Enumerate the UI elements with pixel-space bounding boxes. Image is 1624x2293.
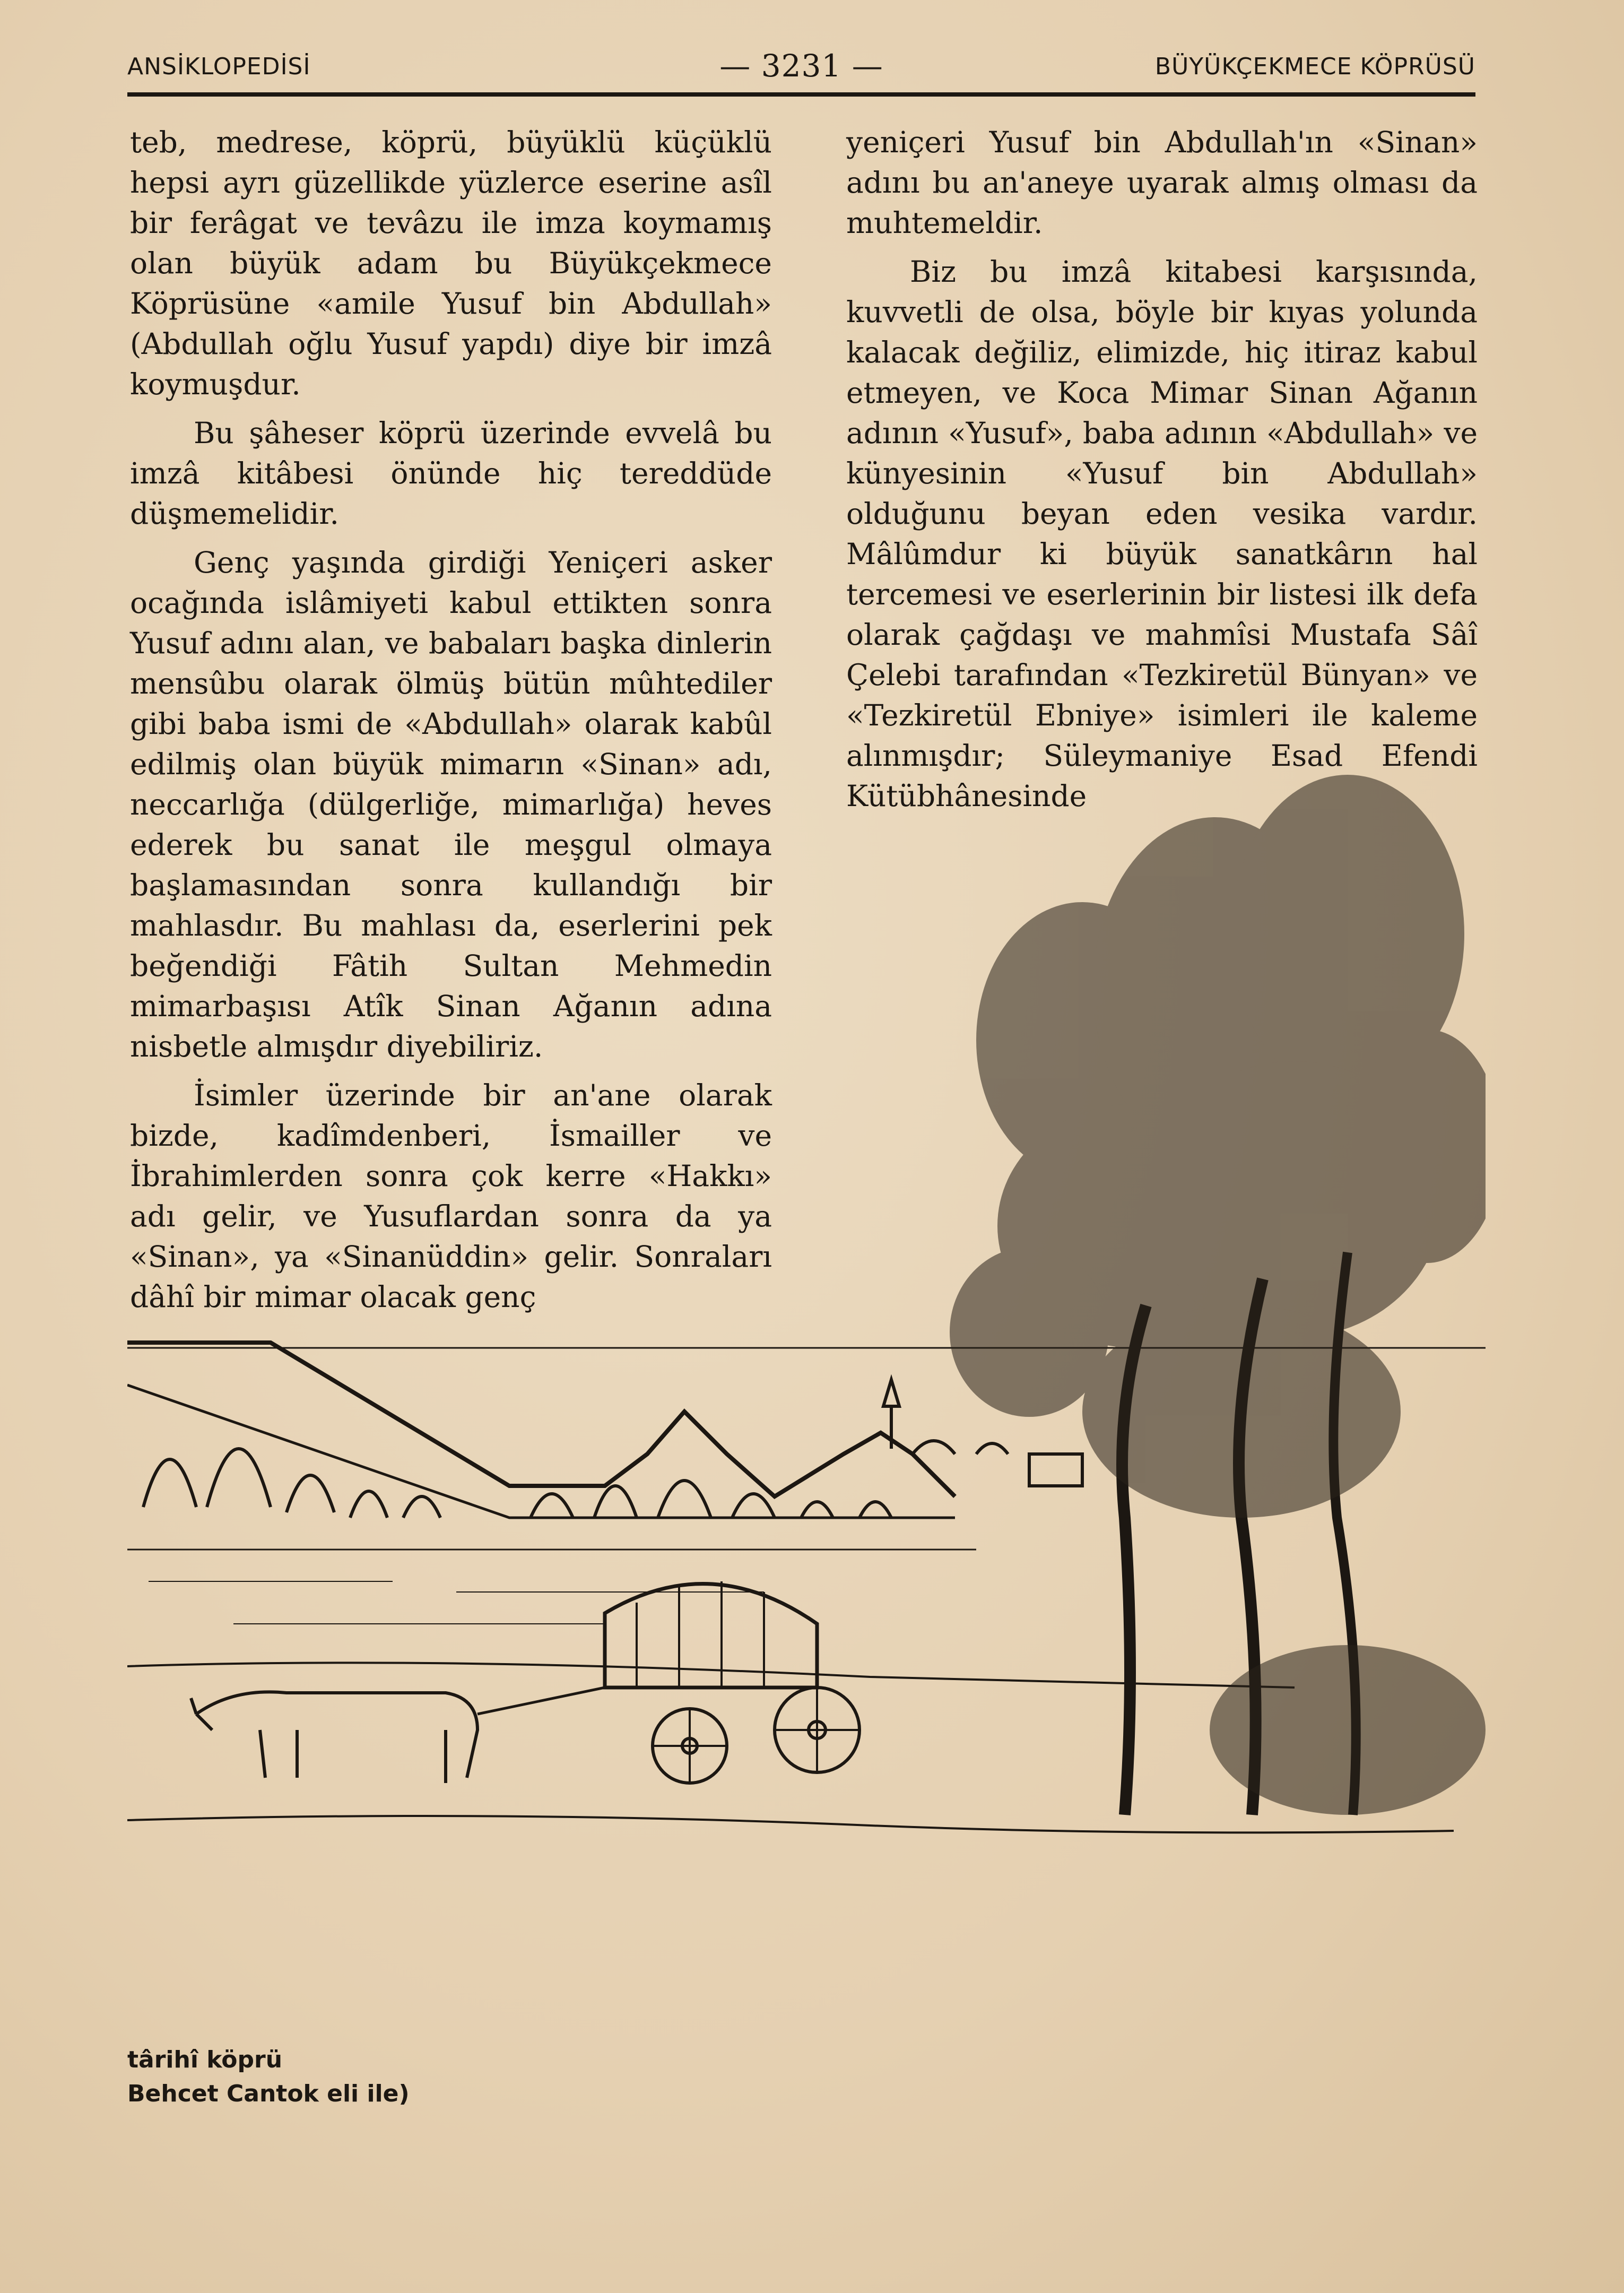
page-header bbox=[127, 48, 1475, 90]
header-left-title: ANSİKLOPEDİSİ bbox=[127, 53, 311, 80]
caption-line-2: Behcet Cantok eli ile) bbox=[127, 2080, 410, 2107]
bridge-illustration bbox=[127, 722, 1486, 2032]
header-rule bbox=[127, 92, 1475, 97]
page-number: — 3231 — bbox=[719, 48, 883, 84]
right-column bbox=[846, 122, 1478, 825]
right-paragraph-2: Biz bu imzâ kitabesi karşısında, kuvvetli de olsa, böyle bir kıyas yolunda kalacak değiliz, elimizde, hiç itiraz kabul etmeyen, ve Koca Mimar Sinan Ağanın adının «Yusuf», baba adının «Abdullah» ve künyesinin «Yusuf bin Abdullah» olduğunu beyan eden vesika vardır. Mâlûmdur ki büyük sanatkârın hal tercemesi ve eserlerinin bir listesi ilk defa olarak çağdaşı ve mahmîsi Mustafa Sâî Çelebi tarafından «Tezkiretül Bünyan» ve «Tezkiretül Ebniye» isimleri ile kaleme alınmışdır; Süleymaniye Esad Efendi Kütübhânesinde bbox=[846, 255, 1478, 813]
caption-line-1: târihî köprü bbox=[127, 2046, 283, 2073]
right-paragraph-1: yeniçeri Yusuf bin Abdullah'ın «Sinan» adını bu an'aneye uyarak almış olması da muhtemeldir. bbox=[846, 125, 1478, 240]
left-paragraph-3: Genç yaşında girdiği Yeniçeri asker ocağında islâmiyeti kabul ettikten sonra Yusuf adını alan, ve babaları başka dinlerin mensûbu olarak ölmüş bütün mûhtediler gibi baba ismi de «Abdullah» olarak kabûl edilmiş olan büyük mimarın «Sinan» adı, neccarlığa (dülgerliğe, mimarlığa) heves ederek bu sanat ile meşgul olmaya başlamasından sonra kullandığı bir mahlasdır. Bu mahlası da, eserlerini pek beğendiği Fâtih Sultan Mehmedin mimarbaşısı Atîk Sinan Ağanın adına nisbetle almışdır diyebiliriz. bbox=[130, 546, 772, 1063]
left-paragraph-1: teb, medrese, köprü, büyüklü küçüklü hepsi ayrı güzellikde yüzlerce eserine asîl bir ferâgat ve tevâzu ile imza koymamış olan büyük adam bu Büyükçekmece Köprüsüne «amile Yusuf bin Abdullah» (Abdullah oğlu Yusuf yapdı) diye bir imzâ koymuşdur. bbox=[130, 125, 772, 401]
left-paragraph-2: Bu şâheser köprü üzerinde evvelâ bu imzâ kitâbesi önünde hiç tereddüde düşmemelidir. bbox=[130, 416, 772, 531]
header-right-title: BÜYÜKÇEKMECE KÖPRÜSÜ bbox=[1154, 53, 1475, 80]
left-paragraph-4: İsimler üzerinde bir an'ane olarak bizde, kadîmdenberi, İsmailler ve İbrahimlerden sonra çok kerre «Hakkı» adı gelir, ve Yusuflardan sonra da ya «Sinan», ya «Sinanüddin» gelir. Sonraları dâhî bir mimar olacak genç bbox=[130, 1078, 772, 1314]
image-caption bbox=[127, 2043, 410, 2111]
